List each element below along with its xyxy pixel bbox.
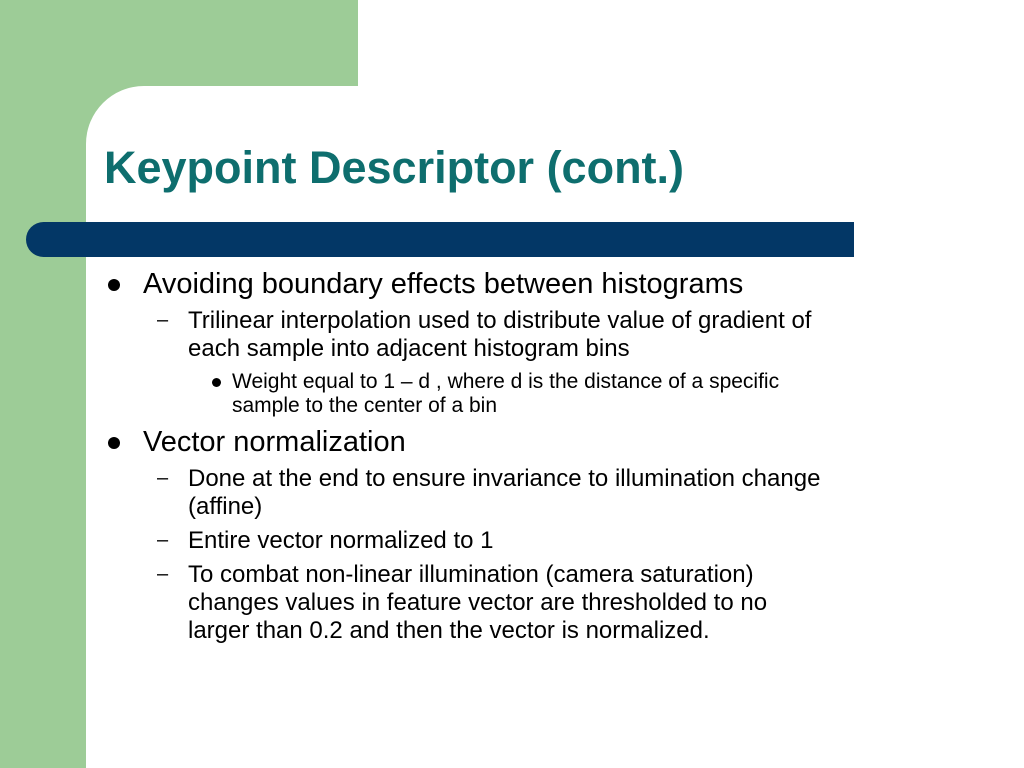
bullet-dot-icon bbox=[108, 437, 120, 449]
dash-icon: – bbox=[157, 309, 169, 331]
text-line: each sample into adjacent histogram bins bbox=[188, 335, 630, 362]
text-line: Done at the end to ensure invariance to illumination change bbox=[188, 465, 821, 492]
dash-icon: – bbox=[157, 529, 169, 551]
bullet-dot-icon bbox=[108, 279, 120, 291]
sub-bullet-item bbox=[188, 527, 493, 555]
slide-title: Keypoint Descriptor (cont.) bbox=[104, 142, 685, 193]
text-line: sample to the center of a bin bbox=[232, 394, 497, 417]
bullet-dot-icon bbox=[212, 378, 221, 387]
text-line: Weight equal to 1 – d , where d is the distance of a specific bbox=[232, 370, 780, 393]
bullet-item: Vector normalization bbox=[143, 426, 406, 458]
text-line: Entire vector normalized to 1 bbox=[188, 527, 494, 554]
text-line: To combat non-linear illumination (camera saturation) bbox=[188, 561, 754, 588]
sub-bullet-item bbox=[188, 561, 767, 645]
dash-icon: – bbox=[157, 467, 169, 489]
bullet-item: Avoiding boundary effects between histograms bbox=[143, 268, 744, 300]
text-line: Trilinear interpolation used to distribute value of gradient of bbox=[188, 307, 812, 334]
text-line: (affine) bbox=[188, 493, 263, 520]
dash-icon: – bbox=[157, 563, 169, 585]
sub-sub-bullet-item bbox=[232, 370, 779, 418]
text-line: larger than 0.2 and then the vector is normalized. bbox=[188, 617, 710, 644]
sub-bullet-item bbox=[188, 465, 820, 521]
text-line: changes values in feature vector are thresholded to no bbox=[188, 589, 768, 616]
sub-bullet-item bbox=[188, 307, 811, 363]
